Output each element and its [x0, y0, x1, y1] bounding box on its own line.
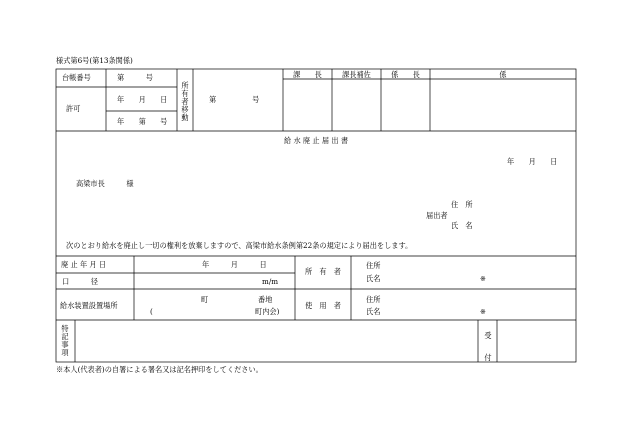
- permit-label: 許可: [66, 104, 81, 113]
- ledger-no-label: 台帳番号: [62, 73, 91, 82]
- ledger-no-value: 第 号: [117, 73, 153, 82]
- approval-staff: 係: [499, 70, 507, 79]
- user-seal-mark: ※: [480, 307, 487, 316]
- location-banchi: 番地: [258, 295, 273, 304]
- submission-date: 年 月 日: [507, 157, 558, 166]
- diameter-label: 口 径: [62, 277, 98, 286]
- permit-date: 年 月 日: [117, 95, 168, 104]
- remarks-label: 特記事項: [61, 324, 69, 357]
- footnote: ※本人(代表者)の自署による署名又は記名押印をしてください。: [56, 365, 263, 374]
- location-paren-open: (: [150, 307, 153, 316]
- applicant-address-label: 住 所: [451, 200, 473, 209]
- user-address-label: 住所: [366, 295, 381, 304]
- owner-transfer-number: 第 号: [209, 95, 260, 104]
- approval-assistant-chief: 課長補佐: [342, 70, 371, 79]
- approval-section-chief: 課 長: [293, 70, 322, 79]
- form-number: 様式第6号(第13条関係): [56, 56, 133, 65]
- location-town: 町: [201, 295, 209, 304]
- location-council: 町内会): [255, 307, 280, 316]
- permit-number: 年 第 号: [117, 117, 168, 126]
- abolish-date-value: 年 月 日: [202, 260, 267, 269]
- applicant-name-label: 氏 名: [451, 221, 473, 230]
- owner-transfer-label: 所有者移動: [181, 81, 189, 122]
- applicant-label: 届出者: [426, 211, 448, 220]
- user-label: 使 用 者: [305, 301, 341, 310]
- owner-address-label: 住所: [366, 261, 381, 270]
- document-title: 給 水 廃 止 届 出 書: [283, 136, 349, 145]
- user-name-label: 氏名: [366, 307, 381, 316]
- diameter-unit: m/m: [262, 277, 279, 286]
- abolish-date-label: 廃 止 年 月 日: [61, 260, 107, 269]
- approval-unit-chief: 係 長: [391, 70, 420, 79]
- location-label: 給水装置設置場所: [60, 301, 118, 310]
- receipt-label: 受付: [484, 331, 492, 362]
- owner-seal-mark: ※: [480, 274, 487, 283]
- owner-label: 所 有 者: [305, 267, 341, 276]
- statement-text: 次のとおり給水を廃止し一切の権利を放棄しますので、高梁市給水条例第22条の規定により届出をします。: [66, 241, 413, 250]
- owner-name-label: 氏名: [366, 274, 381, 283]
- addressee: 高梁市長 様: [76, 179, 134, 188]
